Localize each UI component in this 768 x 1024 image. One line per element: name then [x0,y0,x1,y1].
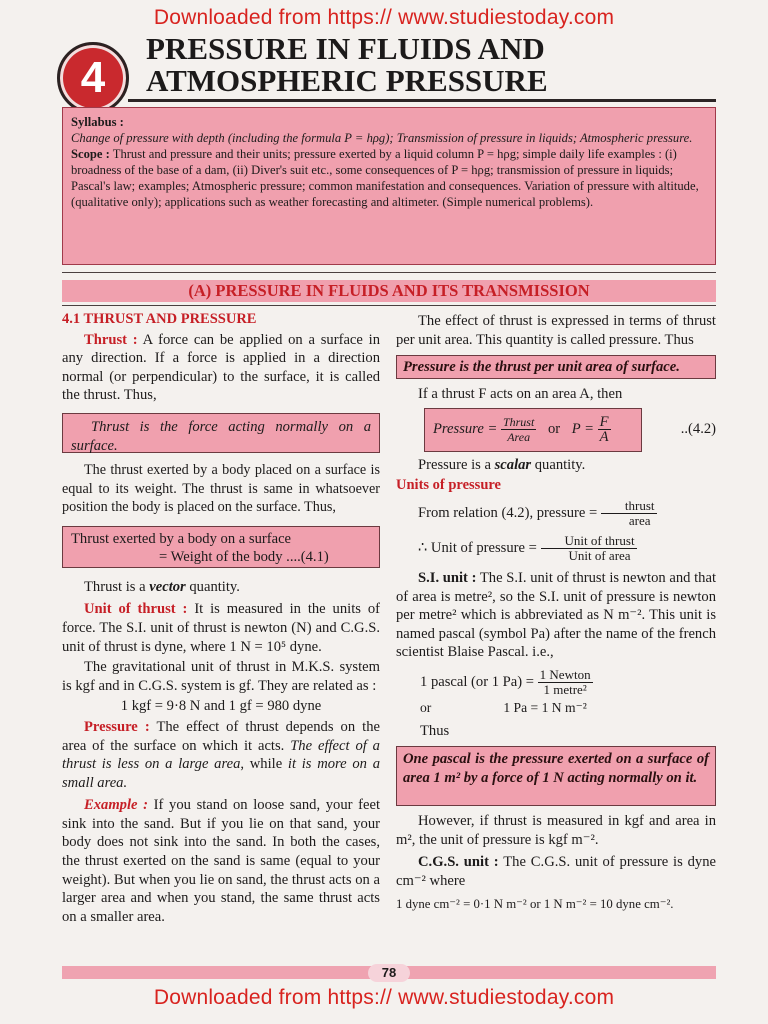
left-column [62,310,380,926]
vector-word: vector [149,578,186,595]
page-number: 78 [368,964,410,982]
scalar-post: quantity. [531,456,586,473]
pressure-definition-box [396,355,716,379]
unit-num: Unit of thrust [541,534,637,549]
pascal-definition-text: One pascal is the pressure exerted on a surface of area 1 m² by a force of 1 N acting normally on it. [403,751,709,786]
chapter-title [146,33,706,97]
pressure-equation-box [424,408,642,452]
thrust-weight-paragraph: The thrust exerted by a body placed on a surface is equal to its weight. The thrust is same in whatsoever position the body is placed on the surface. Thus, [62,461,380,516]
gravitational-unit-text: The gravitational unit of thrust in M.K.S. system is kgf and in C.G.S. system is gf. They are related as : [62,659,380,694]
chapter-title-line1: PRESSURE IN FLUIDS AND [146,31,545,66]
eq-den2: A [599,428,609,445]
thrust-text: A force can be applied on a surface in any direction. If a force is applied in a direction normal (or perpendicular) to the surface, it is called the thrust. Thus, [62,331,380,404]
eq-reference: ..(4.2) [680,420,716,437]
relation-text: From relation (4.2), pressure = [418,504,598,521]
unit-of-thrust-text: It is measured in the units of force. The S.I. unit of thrust is newton (N) and C.G.S. unit of thrust is dyne, where 1 N = 10⁵ dyne. [62,601,380,655]
relation-den: area [628,512,651,528]
section-rule-top [62,272,716,273]
example-label: Example : [84,797,149,814]
si-unit-label: S.I. unit : [418,569,477,586]
relation-num: thrust [601,499,657,514]
scope-label: Scope : [71,147,110,161]
header-rule [128,99,716,102]
relation-fraction [601,499,657,528]
watermark-bottom: Downloaded from https:// www.studiestoday.com [153,986,615,1009]
dyne-equation: 1 dyne cm⁻² = 0·1 N m⁻² or 1 N m⁻² = 10 dyne cm⁻². [396,896,674,911]
thrust-weight-line1: Thrust exerted by a body on a surface [71,530,292,547]
right-column [396,312,716,913]
syllabus-label: Syllabus : [71,115,124,129]
pascal-num: 1 Newton [539,666,591,682]
pressure-text-d: it is more on a small area. [62,756,380,791]
pressure-equation-row [396,408,716,456]
vector-post: quantity. [185,578,240,595]
cgs-unit-text: The C.G.S. unit of pressure is dyne cm⁻² where [396,854,716,889]
or-word: or [420,699,432,715]
eq-num2: F [599,413,609,430]
thrust-label: Thrust : [84,331,138,348]
thrust-definition-box [62,413,380,453]
section-4-1-heading: 4.1 THRUST AND PRESSURE [62,311,257,327]
units-of-pressure-heading: Units of pressure [396,477,501,494]
vector-pre: Thrust is a [84,578,150,595]
watermark-top: Downloaded from https:// www.studiestoday.com [153,6,615,29]
section-rule-bottom [62,305,716,306]
thus-text: Thus [420,722,450,739]
thrust-definition-text: Thrust is the force acting normally on a surface. [71,418,371,454]
pressure-text-a: The effect of thrust depends on the area of the surface on which it acts. [62,718,381,754]
eq-fraction-1 [501,415,536,444]
eq-num1: Thrust [502,414,535,429]
chapter-title-line2: ATMOSPHERIC PRESSURE [146,63,548,98]
syllabus-box [62,107,716,265]
kgf-relation: 1 kgf = 9·8 N and 1 gf = 980 dyne [120,698,322,715]
kgf-unit-text: However, if thrust is measured in kgf and area in m², the unit of pressure is kgf m⁻². [396,813,716,848]
pascal-fraction [538,668,593,697]
pressure-definition-text: Pressure is the thrust per unit area of surface. [403,359,680,376]
unit-of-thrust-label: Unit of thrust : [84,601,188,618]
pascal-definition-box [396,746,716,806]
pascal-den: 1 metre² [543,681,587,697]
thrust-area-text: If a thrust F acts on an area A, then [418,386,623,403]
eq-or: or [547,420,561,437]
thrust-weight-box [62,526,380,568]
si-unit-text: The S.I. unit of thrust is newton and that of area is metre², so the S.I. unit of pressure is newton per metre² which is abbreviated as N m⁻². This unit is named pascal (symbol Pa) after the name of the french scientist Blaise Pascal. i.e., [396,569,716,661]
eq-p: P = [571,420,594,437]
example-text: If you stand on loose sand, your feet sink into the sand. But if you lie on that sand, your body does not sink into the sand. In both the cases, the thrust exerted on the sand is same (equal to your weight). But when you lie on sand, the thrust acts on a larger area and when you stand, the same thrust acts on a smaller area. [62,797,380,925]
pressure-text-c: , while [240,756,288,773]
eq-lhs: Pressure = [433,420,498,437]
chapter-number-badge: 4 [57,42,129,114]
unit-pressure-text: ∴ Unit of pressure = [418,539,537,556]
pa-equation: 1 Pa = 1 N m⁻² [503,699,587,715]
eq-fraction-2 [598,415,611,444]
thrust-weight-line2: = Weight of the body ....(4.1) [159,549,329,566]
pascal-lhs: 1 pascal (or 1 Pa) = [420,673,534,690]
syllabus-text: Change of pressure with depth (including the formula P = hρg); Transmission of pressure in liquids; Atmospheric pressure. [71,131,693,145]
pressure-text-b: The effect of a thrust is less on a large area [62,737,380,773]
scope-text: Thrust and pressure and their units; pressure exerted by a liquid column P = hρg; simple daily life examples : (i) broadness of the base of a dam, (ii) Diver's suit etc., some consequences of P = hρg; transmission of pressure in liquids; Pascal's law; examples; Atmospheric pressure; common manifestation and consequences. Variation of pressure with altitude, (qualitative only); applications such as weather forecasting and altimeter. (Simple numerical problems). [71,147,699,209]
unit-fraction [541,534,637,563]
scalar-pre: Pressure is a [418,456,495,473]
eq-den1: Area [507,429,531,444]
cgs-unit-label: C.G.S. unit : [418,854,499,871]
unit-den: Unit of area [568,547,631,563]
pressure-intro: The effect of thrust is expressed in terms of thrust per unit area. This quantity is called pressure. Thus [396,313,716,348]
pressure-label: Pressure : [84,718,150,735]
section-heading: (A) PRESSURE IN FLUIDS AND ITS TRANSMISSION [62,280,716,302]
scalar-word: scalar [494,456,532,473]
